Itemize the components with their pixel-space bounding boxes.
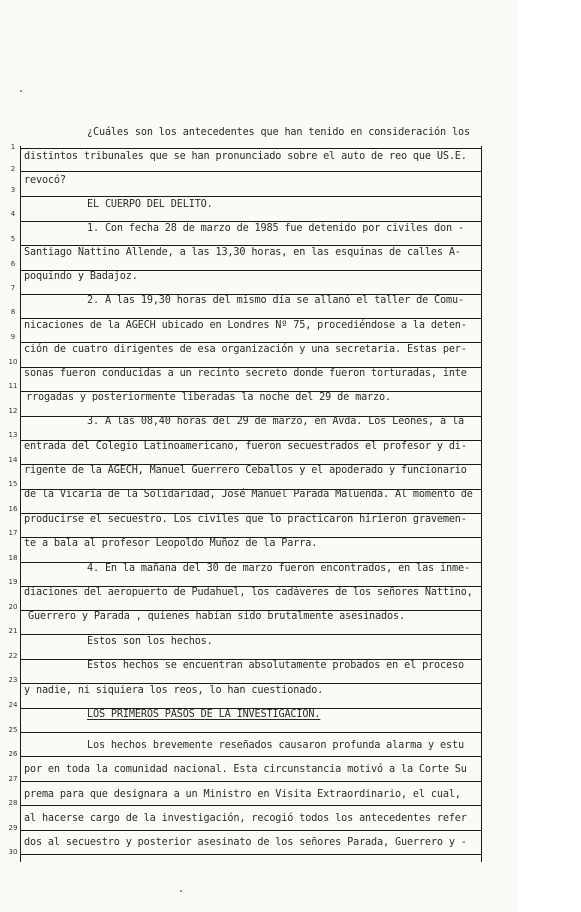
text-line: diaciones del aeropuerto de Pudahuel, los cadáveres de los señores Nattino, [24, 587, 473, 598]
line-number: 7 [10, 284, 16, 292]
scan-speck [180, 890, 182, 892]
line-number: 12 [8, 407, 18, 415]
line-number: 30 [8, 848, 18, 856]
line-number: 14 [8, 456, 18, 464]
text-line: por en toda la comunidad nacional. Esta circunstancia motivó a la Corte Su [24, 764, 467, 775]
text-line: Estos son los hechos. [87, 636, 213, 647]
text-line: distintos tribunales que se han pronunciado sobre el auto de reo que US.E. [24, 151, 467, 162]
text-line: ción de cuatro dirigentes de esa organización y una secretaria. Estas per- [24, 344, 467, 355]
line-number: 11 [8, 382, 18, 390]
line-number: 26 [8, 750, 18, 758]
line-number: 16 [8, 505, 18, 513]
line-number: 5 [10, 235, 16, 243]
section-heading: LOS PRIMEROS PASOS DE LA INVESTIGACION. [87, 709, 321, 720]
text-line: entrada del Colegio Latinoamericano, fueron secuestrados el profesor y di- [24, 441, 467, 452]
text-line: Santiago Nattino Allende, a las 13,30 horas, en las esquinas de calles A- [24, 247, 461, 258]
line-number: 18 [8, 554, 18, 562]
text-line: al hacerse cargo de la investigación, recogió todos los antecedentes refer [24, 813, 467, 824]
text-line: 2. A las 19,30 horas del mismo día se allanó el taller de Comu- [87, 295, 464, 306]
scan-speck [20, 90, 22, 92]
line-number: 1 [10, 143, 16, 151]
line-number: 15 [8, 480, 18, 488]
line-number: 2 [10, 165, 16, 173]
line-number: 29 [8, 824, 18, 832]
text-line: y nadie, ni siquiera los reos, lo han cuestionado. [24, 685, 324, 696]
text-line: rigente de la AGECH, Manuel Guerrero Ceballos y el apoderado y funcionario [24, 465, 467, 476]
text-line: producirse el secuestro. Los civiles que lo practicaron hirieron gravemen- [24, 514, 467, 525]
line-number: 27 [8, 775, 18, 783]
line-number: 23 [8, 676, 18, 684]
line-number: 25 [8, 726, 18, 734]
text-line: prema para que designara a un Ministro en Visita Extraordinario, el cual, [24, 789, 461, 800]
margin-rule-right [481, 146, 482, 862]
line-number: 10 [8, 358, 18, 366]
text-line: 4. En la mañana del 30 de marzo fueron encontrados, en las inme- [87, 563, 470, 574]
text-line: rrogadas y posteriormente liberadas la noche del 29 de marzo. [26, 392, 391, 403]
line-number: 24 [8, 701, 18, 709]
text-line: te a bala al profesor Leopoldo Muñoz de la Parra. [24, 538, 318, 549]
text-line: 1. Con fecha 28 de marzo de 1985 fue detenido por civiles don - [87, 223, 464, 234]
text-line: 3. A las 08,40 horas del 29 de marzo, en Avda. Los Leones, a la [87, 416, 464, 427]
text-line: sonas fueron conducidas a un recinto secreto donde fueron torturadas, inte [24, 368, 467, 379]
line-number: 28 [8, 799, 18, 807]
text-line: de la Vicaría de la Solidaridad, José Manuel Parada Maluenda. Al momento de [24, 489, 473, 500]
text-line: poquindo y Badajoz. [24, 271, 138, 282]
line-number: 8 [10, 308, 16, 316]
text-line: dos al secuestro y posterior asesinato de los señores Parada, Guerrero y - [24, 837, 467, 848]
line-number: 6 [10, 260, 16, 268]
line-number: 4 [10, 210, 16, 218]
line-number: 9 [10, 333, 16, 341]
page-margin [518, 0, 581, 912]
text-line: nicaciones de la AGECH ubicado en Londres Nº 75, procediéndose a la deten- [24, 320, 467, 331]
line-number: 22 [8, 652, 18, 660]
section-heading: EL CUERPO DEL DELITO. [87, 199, 213, 210]
text-line: revocó? [24, 175, 66, 186]
line-number: 17 [8, 529, 18, 537]
line-number: 20 [8, 603, 18, 611]
text-line: Estos hechos se encuentran absolutamente probados en el proceso [87, 660, 464, 671]
line-number: 13 [8, 431, 18, 439]
rule-line [20, 172, 482, 197]
line-number: 3 [10, 186, 16, 194]
margin-rule-left [20, 146, 21, 862]
text-line: Los hechos brevemente reseñados causaron profunda alarma y estu [87, 740, 464, 751]
text-line: ¿Cuáles son los antecedentes que han tenido en consideración los [87, 127, 470, 138]
line-number: 21 [8, 627, 18, 635]
line-number: 19 [8, 578, 18, 586]
text-line: Guerrero y Parada , quienes habían sido brutalmente asesinados. [28, 611, 405, 622]
